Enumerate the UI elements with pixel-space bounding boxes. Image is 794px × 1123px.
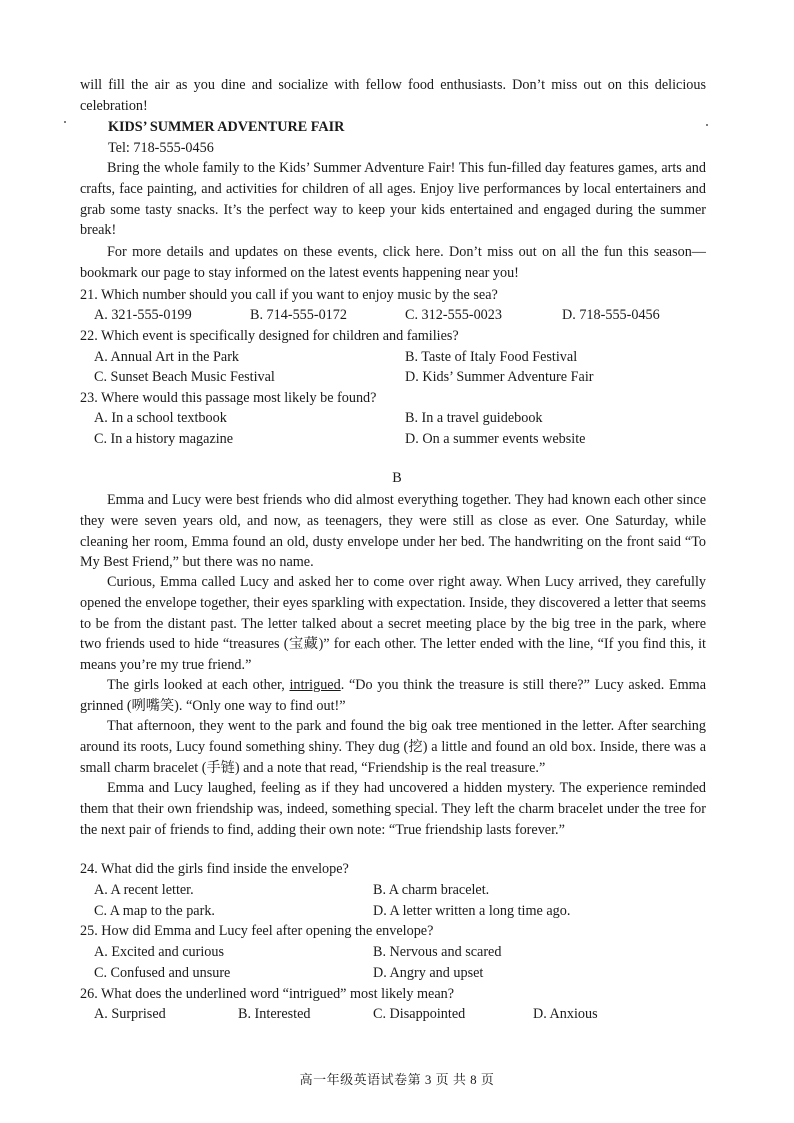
q23-stem: 23. Where would this passage most likely be found? bbox=[80, 390, 377, 406]
underlined-word: intrigued bbox=[289, 677, 341, 693]
story-paragraph-4: That afternoon, they went to the park and found the big oak tree mentioned in the letter. After searching around its roots, Lucy found something shiny. They dug (挖) a little and found an old box. Inside, there was a small charm bracelet (手链) and a note that read, “Friendship is the real treasure.” bbox=[80, 718, 706, 776]
q25-option-c: C. Confused and unsure bbox=[94, 965, 231, 981]
scan-speck bbox=[64, 121, 66, 123]
q26-option-d: D. Anxious bbox=[533, 1006, 598, 1022]
event-title: KIDS’ SUMMER ADVENTURE FAIR bbox=[108, 119, 345, 135]
q22-option-a: A. Annual Art in the Park bbox=[94, 349, 240, 365]
q21-option-b: B. 714-555-0172 bbox=[250, 307, 347, 323]
story-paragraph-1: Emma and Lucy were best friends who did almost everything together. They had known each other since they were seven years old, and now, as teenagers, they were still as close as ever. One Saturday, while cleaning her room, Emma found an old, dusty envelope under her bed. The handwriting on the front said “To My Best Friend,” but there was no name. bbox=[80, 492, 706, 571]
q23-option-a: A. In a school textbook bbox=[94, 410, 227, 426]
q23-option-b: B. In a travel guidebook bbox=[405, 410, 543, 426]
q26-option-a: A. Surprised bbox=[94, 1006, 166, 1022]
intro-tail-paragraph: will fill the air as you dine and socialize with fellow food enthusiasts. Don’t miss out on this delicious celebration! bbox=[80, 77, 706, 114]
q24-option-a: A. A recent letter. bbox=[94, 882, 194, 898]
q26-option-b: B. Interested bbox=[238, 1006, 311, 1022]
story-paragraph-2: Curious, Emma called Lucy and asked her to come over right away. When Lucy arrived, they carefully opened the envelope together, their eyes sparkling with expectation. Inside, they discovered a letter that seems to be from the distant past. The letter talked about a secret meeting place by the big tree in the park, where two friends used to hide “treasures (宝藏)” for each other. The letter ended with the line, “If you find this, it means you’re my true friend.” bbox=[80, 574, 706, 674]
q25-stem: 25. How did Emma and Lucy feel after opening the envelope? bbox=[80, 923, 434, 939]
q21-option-a: A. 321-555-0199 bbox=[94, 307, 192, 323]
scan-speck bbox=[706, 124, 708, 126]
q22-stem: 22. Which event is specifically designed for children and families? bbox=[80, 328, 459, 344]
q25-option-a: A. Excited and curious bbox=[94, 944, 225, 960]
q26-option-c: C. Disappointed bbox=[373, 1006, 466, 1022]
q24-option-b: B. A charm bracelet. bbox=[373, 882, 490, 898]
q24-stem: 24. What did the girls find inside the envelope? bbox=[80, 861, 349, 877]
q21-option-d: D. 718-555-0456 bbox=[562, 307, 660, 323]
q26-stem: 26. What does the underlined word “intrigued” most likely mean? bbox=[80, 986, 455, 1002]
q25-option-d: D. Angry and upset bbox=[373, 965, 484, 981]
q23-option-d: D. On a summer events website bbox=[405, 431, 586, 447]
more-info-paragraph: For more details and updates on these events, click here. Don’t miss out on all the fun this season—bookmark our page to stay informed on the latest events happening near you! bbox=[80, 244, 706, 281]
section-b-label: B bbox=[392, 470, 402, 486]
q21-stem: 21. Which number should you call if you want to enjoy music by the sea? bbox=[80, 287, 498, 303]
q22-option-b: B. Taste of Italy Food Festival bbox=[405, 349, 578, 365]
q22-option-c: C. Sunset Beach Music Festival bbox=[94, 369, 275, 385]
q23-option-c: C. In a history magazine bbox=[94, 431, 234, 447]
q25-option-b: B. Nervous and scared bbox=[373, 944, 502, 960]
q24-option-d: D. A letter written a long time ago. bbox=[373, 903, 571, 919]
event-tel: Tel: 718-555-0456 bbox=[108, 140, 214, 156]
q24-option-c: C. A map to the park. bbox=[94, 903, 215, 919]
q21-option-c: C. 312-555-0023 bbox=[405, 307, 502, 323]
event-description: Bring the whole family to the Kids’ Summer Adventure Fair! This fun-filled day features games, arts and crafts, face painting, and activities for children of all ages. Enjoy live performances by local entertainers and grab some tasty snacks. It’s the perfect way to keep your kids entertained and engaged during the summer break! bbox=[80, 160, 706, 239]
story-paragraph-5: Emma and Lucy laughed, feeling as if they had uncovered a hidden mystery. The experience reminded them that their own friendship was, indeed, something special. They left the charm bracelet under the tree for the next pair of friends to find, adding their own note: “True friendship lasts forever.” bbox=[80, 780, 706, 838]
q22-option-d: D. Kids’ Summer Adventure Fair bbox=[405, 369, 594, 385]
page-footer: 高一年级英语试卷第 3 页 共 8 页 bbox=[299, 1072, 495, 1087]
story-paragraph-3: The girls looked at each other, intrigued. “Do you think the treasure is still there?” Lucy asked. Emma grinned (咧嘴笑). “Only one way to find out!” bbox=[80, 677, 707, 714]
